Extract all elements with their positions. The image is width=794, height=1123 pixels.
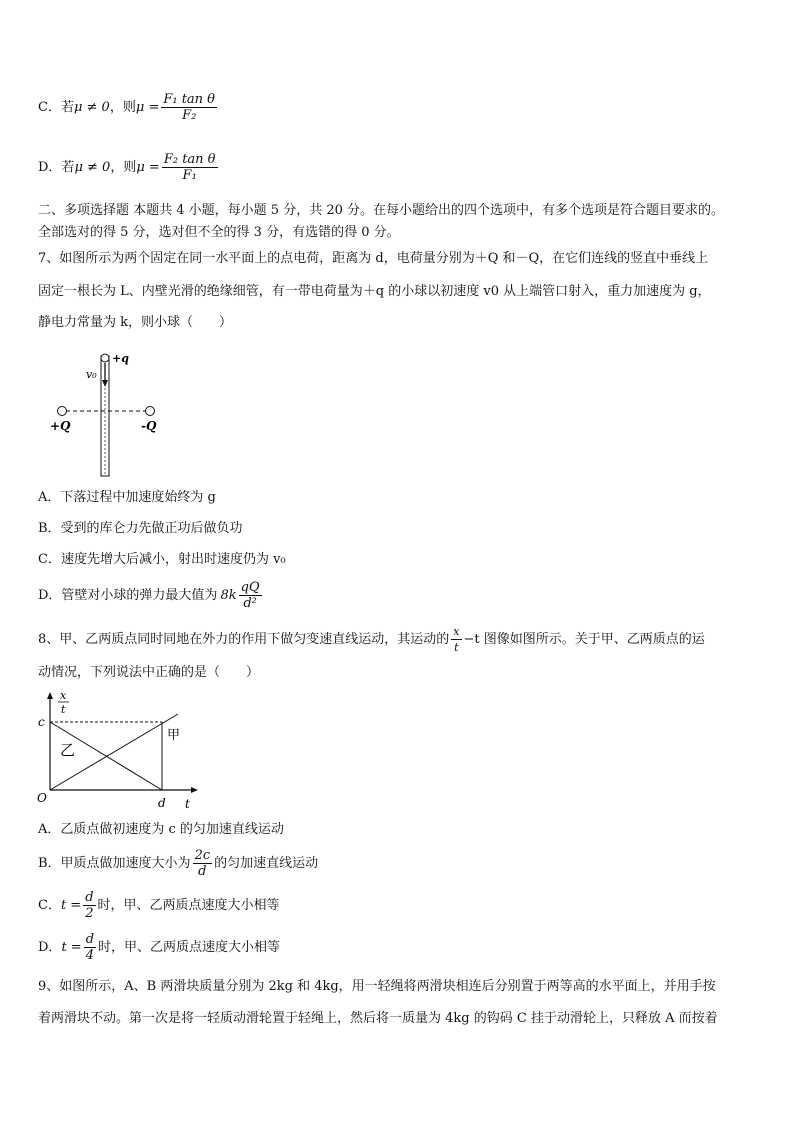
q8-option-c-denominator: 2 — [85, 906, 94, 921]
q7-velocity-label: v₀ — [86, 368, 97, 381]
q8-line1 — [38, 624, 705, 655]
q8-option-b-fraction — [193, 848, 213, 879]
q8-option-a: A．乙质点做初速度为 c 的匀加速直线运动 — [38, 822, 284, 837]
q8-option-d-text: 时，甲、乙两质点速度大小相等 — [98, 939, 281, 955]
q8-option-b — [38, 848, 318, 879]
prev-option-d-numerator: F₂ tan θ — [163, 152, 216, 167]
prev-option-d-label: D．若 — [38, 159, 75, 175]
q7-line1: 7、如图所示为两个固定在同一水平面上的点电荷，距离为 d，电荷量分别为＋Q 和－Q，在它们连线的竖直中垂线上 — [38, 251, 709, 266]
q7-velocity-arrowhead — [102, 380, 108, 387]
prev-option-c-cond: μ ≠ 0 — [73, 99, 110, 115]
prev-option-d — [38, 152, 220, 183]
q8-option-d-fraction — [84, 932, 96, 963]
q8-figure — [34, 686, 204, 812]
prev-option-d-fraction — [162, 152, 218, 183]
q7-charge-q-label: +q — [112, 352, 129, 365]
q8-option-c-text: 时，甲、乙两质点速度大小相等 — [97, 897, 280, 913]
prev-option-d-denominator: F₁ — [182, 168, 197, 183]
q7-option-c: C．速度先增大后减小，射出时速度仍为 v₀ — [38, 552, 286, 567]
q7-line3: 静电力常量为 k，则小球（ ） — [38, 315, 233, 330]
q7-right-charge-label: -Q — [141, 419, 157, 433]
prev-option-c-then: ，则 — [109, 99, 136, 115]
q7-option-d-denominator: d² — [243, 596, 257, 611]
q8-option-c-label: C． — [38, 897, 61, 913]
q8-line1-part-a: 8、甲、乙两质点同时同地在外力的作用下做匀变速直线运动，其运动的 — [38, 631, 450, 647]
q8-line1-fraction — [451, 624, 461, 655]
q7-option-b: B．受到的库仑力先做正功后做负功 — [38, 521, 243, 536]
prev-option-d-lhs: μ = — [136, 159, 160, 175]
q8-option-b-numerator: 2c — [194, 848, 211, 863]
prev-option-c-fraction — [161, 92, 217, 123]
prev-option-d-then: ，则 — [110, 159, 137, 175]
prev-option-c-numerator: F₁ tan θ — [163, 92, 216, 107]
q7-option-d — [38, 580, 264, 611]
q8-d-label: d — [158, 796, 166, 810]
q8-yi-label: 乙 — [60, 741, 76, 759]
q8-option-d-lhs: t = — [61, 939, 82, 955]
q9-line2: 着两滑块不动。第一次是将一轻质动滑轮置于轻绳上，然后将一质量为 4kg 的钩码 C 挂于动滑轮上，只释放 A 而按着 — [38, 1011, 718, 1026]
q8-option-b-denominator: d — [198, 864, 207, 879]
q8-line1-fraction-num: x — [453, 625, 460, 638]
q7-option-d-text: D．管壁对小球的弹力最大值为 — [38, 587, 218, 603]
q8-option-d-denominator: 4 — [85, 948, 94, 963]
q8-line1-fraction-den: t — [454, 641, 459, 654]
q8-t-label: t — [185, 797, 190, 811]
section2-line2: 全部选对的得 5 分，选对但不全的得 3 分，有选错的得 0 分。 — [38, 225, 400, 240]
q7-left-charge — [58, 407, 67, 416]
prev-option-d-cond: μ ≠ 0 — [74, 159, 111, 175]
q7-left-charge-label: +Q — [50, 419, 71, 433]
q7-figure — [48, 350, 168, 480]
q8-jia-label: 甲 — [167, 728, 181, 743]
q7-option-d-fraction — [239, 580, 262, 611]
q8-option-c-fraction — [83, 890, 95, 921]
q8-option-c — [38, 890, 280, 921]
prev-option-c-denominator: F₂ — [182, 108, 197, 123]
q8-y-label-num: x — [60, 689, 67, 702]
q8-y-axis-arrow — [47, 692, 53, 699]
q8-line1-part-b: −t 图像如图所示。关于甲、乙两质点的运 — [463, 631, 705, 647]
q9-line1: 9、如图所示，A、B 两滑块质量分别为 2kg 和 4kg，用一轻绳将两滑块相连后分别置于两等高的水平面上，并用手按 — [38, 979, 716, 994]
q8-option-b-part-a: B．甲质点做加速度大小为 — [38, 855, 191, 871]
q7-ball — [101, 354, 109, 362]
q8-option-d — [38, 932, 280, 963]
q7-option-d-numerator: qQ — [240, 580, 260, 595]
section2-line1: 二、多项选择题 本题共 4 小题，每小题 5 分，共 20 分。在每小题给出的四个选项中，有多个选项是符合题目要求的。 — [38, 203, 725, 218]
q8-y-label-den: t — [61, 703, 66, 716]
prev-option-c-lhs: μ = — [135, 99, 160, 115]
q8-option-d-numerator: d — [85, 932, 95, 947]
q8-origin-label: O — [37, 791, 47, 805]
q7-option-a: A．下落过程中加速度始终为 g — [38, 490, 216, 505]
q8-option-b-part-b: 的匀加速直线运动 — [214, 855, 319, 871]
q8-c-label: c — [38, 715, 45, 729]
prev-option-c-label: C．若 — [38, 99, 74, 115]
q8-option-c-lhs: t = — [60, 897, 82, 913]
q8-line2: 动情况，下列说法中正确的是（ ） — [38, 665, 260, 680]
q7-option-d-coef: 8k — [220, 587, 237, 603]
q7-line2: 固定一根长为 L、内壁光滑的绝缘细管，有一带电荷量为＋q 的小球以初速度 v0 从上端管口射入，重力加速度为 g， — [38, 284, 711, 299]
prev-option-c — [38, 92, 219, 123]
q8-option-c-numerator: d — [85, 890, 94, 905]
q8-option-d-label: D． — [38, 939, 62, 955]
q8-x-axis-arrow — [191, 787, 198, 793]
q7-right-charge — [146, 407, 155, 416]
